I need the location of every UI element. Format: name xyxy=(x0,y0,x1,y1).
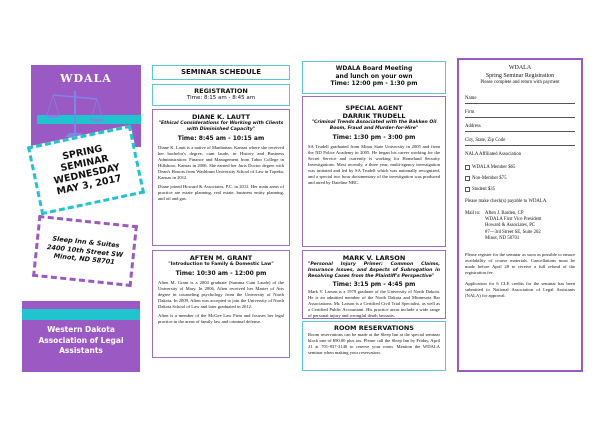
mail-label: Mail to: xyxy=(465,210,481,216)
org-banner xyxy=(22,301,140,372)
location-box: Sleep Inn & Suites 2400 10th Street SW Minot, ND 58701 xyxy=(32,215,138,287)
speaker-time: Time: 8:45 am - 10:15 am xyxy=(177,135,265,143)
logo-text: WDALA xyxy=(60,72,112,85)
nala-association-field[interactable]: NALA Affiliated Association xyxy=(465,151,522,157)
address-field[interactable]: Address xyxy=(465,118,575,132)
speaker-name: DIANE K. LAUTT xyxy=(191,113,251,121)
board-meeting-box xyxy=(302,61,446,94)
schedule-title-box xyxy=(152,65,290,80)
option-label: Non-Member $75 xyxy=(472,175,507,181)
speaker-topic: "Personal Injury Primer: Common Claims, Insurance Issues, and Aspects of Subrogation in Resolving Cases from the Plaintiff's Perspective" xyxy=(308,262,440,280)
speaker-time: Time: 3:15 pm - 4:45 pm xyxy=(332,281,416,289)
mail-address: Aften J. Barden, CP WDALA First Vice President Howard & Associates, PC #7—3rd Street SE, Suite 202 Minot, ND 58701 xyxy=(485,210,542,241)
rooms-title: ROOM RESERVATIONS xyxy=(334,324,414,332)
speaker-name: SPECIAL AGENT DARRIK TRUDELL xyxy=(342,104,406,121)
speaker-bio: Mark V. Larson is a 1979 graduate of the University of North Dakota. He is an admitted member of the North Dakota and Minnesota Bar Associations. Mr. Larson is a Certified Civil Trial Specialist, as well as a Certified Public Accountant. His practice areas include a wide range of personal injury and wrongful death lawsuits. xyxy=(308,289,440,318)
speaker-bio: Diane K. Lautt is a native of Manhattan, Kansas where she received her bachelor's degree, cum laude, in History and Business Administration: Finance and Management from Tabor College in Hillsboro, Kansas in 2006. She earned her Juris Doctor degree with Dean's Honors from Washburn University School of Law in Topeka, Kansas in 2012. xyxy=(158,145,284,180)
speaker-bio: Aften is a member of the McGee Law Firm and focuses her legal practice in the areas of family law and criminal defense. xyxy=(158,312,284,324)
cancellation-note: Please register for the seminar as soon as possible to ensure availability of course materials. Cancellations must be made before April 28 to receive a full refund of the registration fee. xyxy=(465,252,575,276)
mail-to xyxy=(465,211,575,242)
speaker-name: MARK V. LARSON xyxy=(342,254,406,262)
option-label: Student $35 xyxy=(472,186,496,192)
speaker-lautt xyxy=(152,109,290,246)
checkbox-icon[interactable] xyxy=(465,187,470,192)
speaker-bio: SA Trudell graduated from Minot State University in 2005 and from the ND Police Academy in 2005. He began his career working for the Secret Service and currently is working for Homeland Security Investigations. Most recently, a three year, multi-agency investigation was initiated and led by SA Trudell which was nationally recognized, and a special two hour documentary of the investigation was produced and aired by Dateline NBC. xyxy=(308,144,440,185)
checkbox-icon[interactable] xyxy=(465,176,470,181)
name-field[interactable]: Name xyxy=(465,90,575,104)
speaker-time: Time: 1:30 pm - 3:00 pm xyxy=(332,134,416,142)
city-state-zip-field[interactable]: City, State, Zip Code xyxy=(465,132,575,146)
speaker-topic: "Ethical Considerations for Working with Clients with Diminished Capacity" xyxy=(158,121,284,133)
board-time: Time: 12:00 pm - 1:30 pm xyxy=(330,80,418,87)
payable-note: Please make check(s) payable to WDALA xyxy=(465,198,547,204)
speaker-trudell xyxy=(302,96,446,247)
speaker-topic: "Criminal Trends Associated with the Bakken Oil Boom, Fraud and Murder-for-Hire" xyxy=(311,120,437,132)
option-label: WDALA Member $65 xyxy=(472,164,516,170)
cle-note: Application for 6 CLE credits for the seminar has been submitted to National Association of Legal Assistants (NALA) for approval. xyxy=(465,281,575,298)
registration-form xyxy=(457,58,583,372)
firm-field[interactable]: Firm xyxy=(465,104,575,118)
schedule-title: SEMINAR SCHEDULE xyxy=(180,68,262,76)
form-subtitle: Please complete and return with payment xyxy=(480,80,560,85)
registration-title: REGISTRATION xyxy=(194,87,248,95)
speaker-bio: Aften M. Grant is a 2004 graduate (Summa Cum Laude) of the University of Mary. In 2006, Aften received her Master of Arts degree in counseling psychology from the University of North Dakota. In 2009, Aften was accepted to join the University of North Dakota School of Law and later graduated in 2012. xyxy=(158,280,284,309)
option-student[interactable] xyxy=(465,187,575,192)
option-non-member[interactable] xyxy=(465,176,575,181)
speaker-larson xyxy=(302,250,446,319)
speaker-topic: "Introduction to Family & Domestic Law" xyxy=(168,262,274,268)
event-date-box: SPRING SEMINAR WEDNESDAY MAY 3, 2017 xyxy=(27,125,145,216)
form-title: WDALA Spring Seminar Registration xyxy=(485,65,555,79)
rooms-text: Room reservations can be made at the Sleep Inn at the special seminar block rate of $90.00 plus tax. Please call the Sleep Inn by Friday, April 21 at 701-837-3140 to reserve your room. Mention the WDALA seminar when making your reservation. xyxy=(308,332,440,356)
speaker-bio: Diane joined Howard & Associates, P.C. in 2012. Her main areas of practice are estate planning, real estate, business entity planning, and oil and gas. xyxy=(158,183,284,201)
board-title: WDALA Board Meeting and lunch on your own xyxy=(335,65,413,80)
org-name: Western Dakota Association of Legal Assistants xyxy=(38,325,124,355)
speaker-time: Time: 10:30 am - 12:00 pm xyxy=(175,270,267,278)
option-member[interactable] xyxy=(465,165,575,170)
registration-time: Time: 8:15 am - 8:45 am xyxy=(186,95,256,102)
banner-stripe xyxy=(22,309,140,320)
speaker-name: AFTEN M. GRANT xyxy=(189,254,253,262)
room-reservations-box xyxy=(302,321,446,371)
speaker-grant xyxy=(152,250,290,358)
registration-box xyxy=(152,84,290,106)
checkbox-icon[interactable] xyxy=(465,165,470,170)
